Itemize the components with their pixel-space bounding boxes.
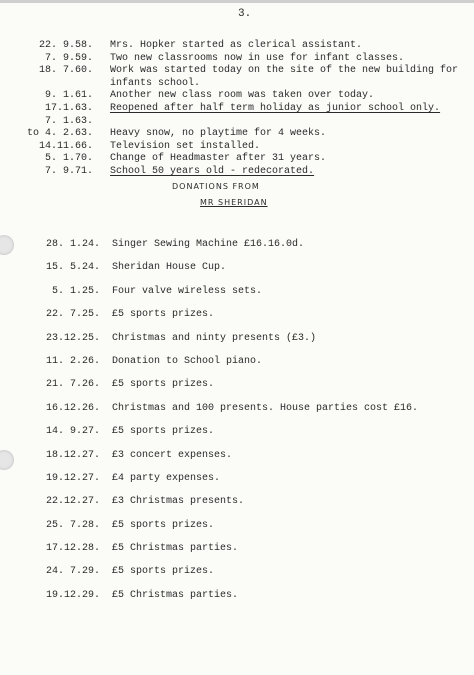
donation-date: 18.12.27. [45, 449, 100, 461]
donation-text: Christmas and ninty presents (£3.) [112, 332, 317, 344]
donation-text: £3 Christmas presents. [112, 496, 245, 508]
log-entry [0, 128, 474, 141]
donation-date: 19.12.29. [45, 589, 100, 601]
log-entry-date: 22. 9.58. [38, 40, 93, 51]
donation-text: £5 Christmas parties. [112, 589, 239, 601]
donation-entry [0, 256, 474, 279]
log-entry [0, 153, 474, 166]
donation-text: Singer Sewing Machine £16.16.0d. [112, 239, 305, 250]
log-entry-text: School 50 years old - redecorated. [110, 165, 315, 177]
log-entry [0, 40, 474, 53]
log-entry-text: Two new classrooms now in use for infant classes. [110, 52, 405, 64]
donation-entry [0, 514, 474, 537]
donation-entry [0, 584, 474, 607]
log-entry-date: 17.1.63. [44, 102, 93, 114]
log-entry [0, 141, 474, 154]
donation-entry [0, 490, 474, 513]
donation-date: 24. 7.29. [45, 566, 100, 578]
log-entry [0, 53, 474, 66]
donation-text: £5 sports prizes. [112, 309, 215, 321]
donation-entry [0, 233, 474, 256]
donations-list [0, 233, 474, 607]
donation-text: Four valve wireless sets. [112, 285, 263, 297]
donation-entry [0, 560, 474, 583]
donation-date: 15. 5.24. [45, 262, 100, 274]
donation-date: 22. 7.25. [45, 309, 100, 321]
donation-date: 14. 9.27. [45, 426, 100, 438]
log-entry-date: 5. 1.70. [44, 153, 93, 165]
scan-top-edge [0, 0, 474, 3]
donation-date: 19.12.27. [45, 472, 100, 484]
donation-entry [0, 373, 474, 396]
donation-entry [0, 350, 474, 373]
donation-text: Christmas and 100 presents. House parties cost £16. [112, 402, 419, 414]
donation-date: 21. 7.26. [45, 379, 100, 391]
log-entry-text: infants school. [110, 77, 201, 89]
log-entry-date: 18. 7.60. [38, 65, 93, 77]
handwritten-subheading: MR SHERIDAN [200, 198, 268, 207]
page-number: 3. [238, 8, 252, 20]
donation-entry [0, 420, 474, 443]
donation-text: £5 sports prizes. [112, 566, 215, 578]
log-entry-date: 9. 1.61. [44, 90, 93, 102]
donation-text: £5 sports prizes. [112, 519, 215, 531]
donation-text: Sheridan House Cup. [112, 262, 227, 274]
log-entry-date: 7. 9.71. [44, 165, 93, 177]
donation-text: £5 Christmas parties. [112, 543, 239, 555]
donation-text: £5 sports prizes. [112, 379, 215, 391]
log-entry-text: Change of Headmaster after 31 years. [110, 153, 327, 165]
donation-date: 28. 1.24. [45, 239, 100, 250]
log-entry [0, 90, 474, 103]
donation-entry [0, 397, 474, 420]
donation-entry [0, 327, 474, 350]
donation-date: 5. 1.25. [51, 285, 100, 297]
donation-date: 17.12.28. [45, 543, 100, 555]
log-entry-text: Work was started today on the site of the new building for [110, 65, 459, 77]
log-entry-date: 7. 1.63. [44, 115, 93, 127]
log-entry [0, 78, 474, 91]
handwritten-heading: DONATIONS FROM [172, 182, 260, 191]
donation-date: 11. 2.26. [45, 355, 100, 367]
donation-entry [0, 467, 474, 490]
donation-date: 25. 7.28. [45, 519, 100, 531]
log-entry [0, 116, 474, 129]
donation-entry [0, 444, 474, 467]
donation-date: 22.12.27. [45, 496, 100, 508]
log-entry-text: Mrs. Hopker started as clerical assistant. [110, 40, 363, 51]
donation-date: 16.12.26. [45, 402, 100, 414]
log-entry-text: Television set installed. [110, 140, 261, 152]
log-entry-text: Reopened after half term holiday as junior school only. [110, 102, 441, 114]
log-entry [0, 65, 474, 78]
log-entry-date: 7. 9.59. [44, 52, 93, 64]
log-entry-text: Another new class room was taken over today. [110, 90, 375, 102]
donation-text: £3 concert expenses. [112, 449, 233, 461]
donation-text: Donation to School piano. [112, 355, 263, 367]
log-entry-date: 14.11.66. [38, 140, 93, 152]
log-entry-date: to 4. 2.63. [26, 128, 93, 140]
donation-date: 23.12.25. [45, 332, 100, 344]
school-log-entries [0, 40, 474, 179]
donation-text: £5 sports prizes. [112, 426, 215, 438]
log-entry-text: Heavy snow, no playtime for 4 weeks. [110, 128, 327, 140]
log-entry [0, 103, 474, 116]
donation-entry [0, 303, 474, 326]
log-entry [0, 166, 474, 179]
donation-text: £4 party expenses. [112, 472, 221, 484]
donation-entry [0, 537, 474, 560]
donation-entry [0, 280, 474, 303]
